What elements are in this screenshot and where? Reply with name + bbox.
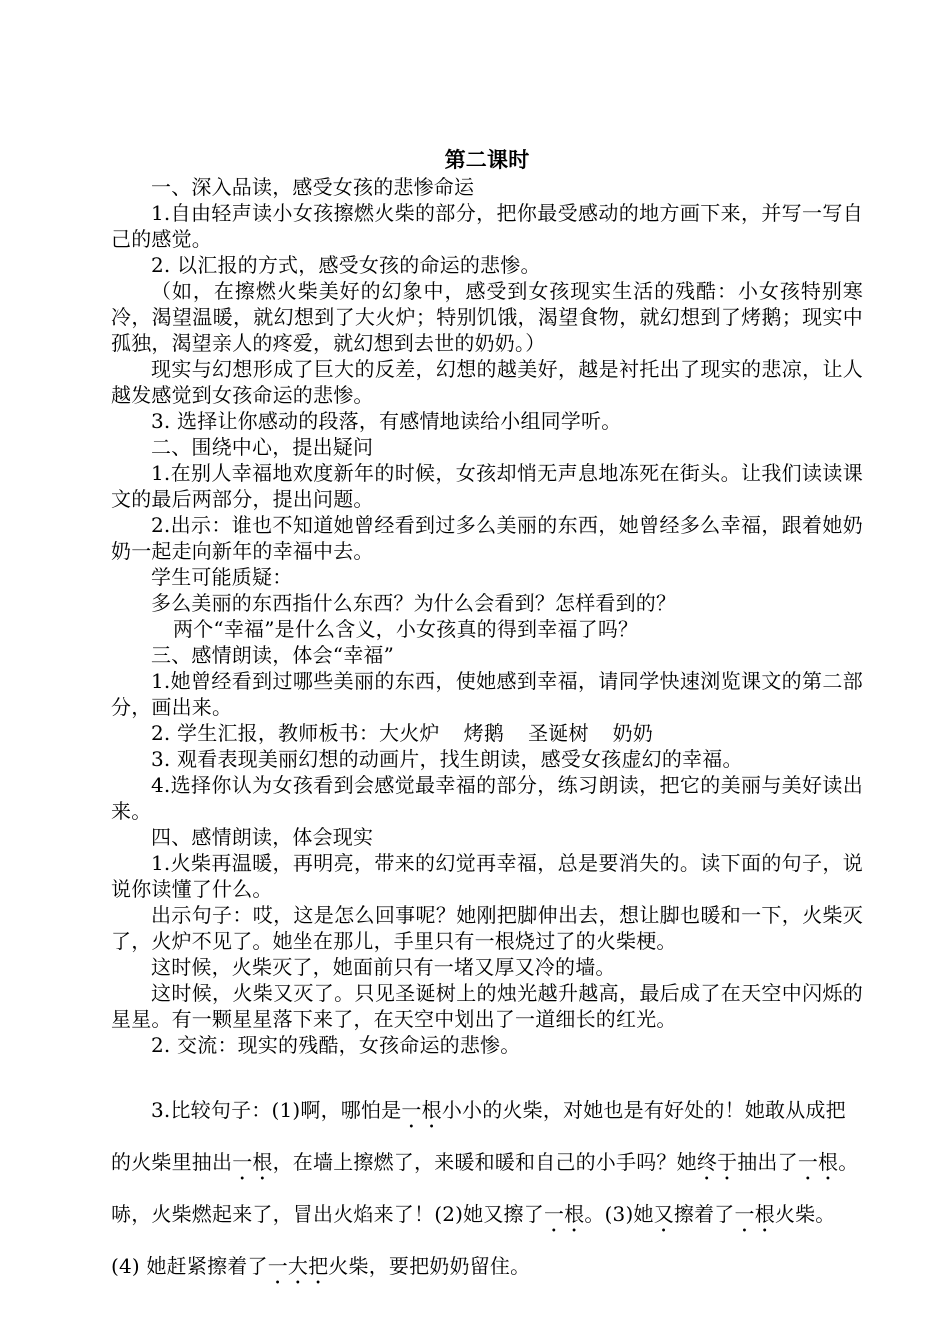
- paragraph: 3. 观看表现美丽幻想的动画片，找生朗读，感受女孩虚幻的幸福。: [151, 747, 743, 771]
- paragraph: 1.她曾经看到过哪些美丽的东西，使她感到幸福，请同学快速浏览课文的第二部分，画出来。: [111, 669, 863, 719]
- paragraph: 2.出示：谁也不知道她曾经看到过多么美丽的东西，她曾经多么幸福，跟着她奶奶一起走向新年的幸福中去。: [111, 513, 863, 563]
- document-page: [111, 146, 863, 1292]
- board-item: 烤鹅: [463, 721, 505, 745]
- emphasized-word: 又: [653, 1202, 674, 1226]
- paragraph: 1.自由轻声读小女孩擦燃火柴的部分，把你最受感动的地方画下来，并写一写自己的感觉。: [111, 201, 863, 251]
- compare-sentences: 3.比较句子：(1)啊，哪怕是一根小小的火柴，对她也是有好处的！她敢从成把的火柴里抽出一根，在墙上擦燃了，来暖和暖和自己的小手吗？她终于抽出了一根。哧，火柴燃起来了，冒出火焰来了！(2)她又擦了一根。(3)她又擦着了一根火柴。 (4) 她赶紧擦着了一大把火柴，要把奶奶留住。: [111, 1098, 859, 1278]
- section-heading-4: 四、感情朗读，体会现实: [151, 825, 374, 849]
- paragraph: 学生可能质疑：: [151, 565, 293, 589]
- emphasized-word: 一根: [734, 1202, 775, 1226]
- paragraph: 出示句子：哎，这是怎么回事呢？她刚把脚伸出去，想让脚也暖和一下，火柴灭了，火炉不见了。她坐在那儿，手里只有一根烧过了的火柴梗。: [111, 903, 863, 953]
- paragraph: 2. 以汇报的方式，感受女孩的命运的悲惨。: [151, 253, 541, 277]
- emphasized-word: 一根: [797, 1150, 839, 1174]
- emphasized-word: 一大把: [267, 1254, 329, 1278]
- board-writing-intro: 2. 学生汇报，教师板书：: [151, 721, 380, 745]
- lesson-title: 第二课时: [444, 147, 530, 172]
- paragraph: 2. 交流：现实的残酷，女孩命运的悲惨。: [151, 1033, 521, 1057]
- board-writing-line: [111, 720, 863, 746]
- emphasized-word: 一根: [543, 1202, 585, 1226]
- emphasized-word: 一根: [232, 1150, 273, 1174]
- paragraph: 4.选择你认为女孩看到会感觉最幸福的部分，练习朗读，把它的美丽与美好读出来。: [111, 773, 863, 823]
- paragraph: 1.在别人幸福地欢度新年的时候，女孩却悄无声息地冻死在街头。让我们读读课文的最后两部分，提出问题。: [111, 461, 863, 511]
- paragraph: 两个“幸福”是什么含义，小女孩真的得到幸福了吗？: [173, 617, 639, 641]
- paragraph: 现实与幻想形成了巨大的反差，幻想的越美好，越是衬托出了现实的悲凉，让人越发感觉到女孩命运的悲惨。: [111, 357, 863, 407]
- paragraph: 3. 选择让你感动的段落，有感情地读给小组同学听。: [151, 409, 622, 433]
- section-heading-2: 二、围绕中心，提出疑问: [151, 435, 374, 459]
- paragraph: 这时候，火柴又灭了。只见圣诞树上的烛光越升越高，最后成了在天空中闪烁的星星。有一颗星星落下来了，在天空中划出了一道细长的红光。: [111, 981, 863, 1031]
- paragraph: （如，在擦燃火柴美好的幻象中，感受到女孩现实生活的残酷：小女孩特别寒冷，渴望温暖，就幻想到了大火炉；特别饥饿，渴望食物，就幻想到了烤鹅；现实中孤独，渴望亲人的疼爱，就幻想到去世的奶奶。）: [111, 279, 863, 355]
- board-item: 奶奶: [612, 721, 654, 745]
- paragraph: 多么美丽的东西指什么东西？为什么会看到？怎样看到的？: [151, 591, 677, 615]
- paragraph: 1.火柴再温暖，再明亮，带来的幻觉再幸福，总是要消失的。读下面的句子，说说你读懂了什么。: [111, 851, 863, 901]
- board-item: 大火炉: [379, 721, 440, 745]
- board-item: 圣诞树: [528, 721, 589, 745]
- emphasized-word: 终于: [696, 1150, 738, 1174]
- section-heading-1: 一、深入品读，感受女孩的悲惨命运: [151, 175, 475, 199]
- paragraph: 这时候，火柴灭了，她面前只有一堵又厚又冷的墙。: [151, 955, 616, 979]
- section-heading-3: 三、感情朗读，体会“幸福”: [151, 643, 395, 667]
- emphasized-word: 一根: [401, 1098, 442, 1122]
